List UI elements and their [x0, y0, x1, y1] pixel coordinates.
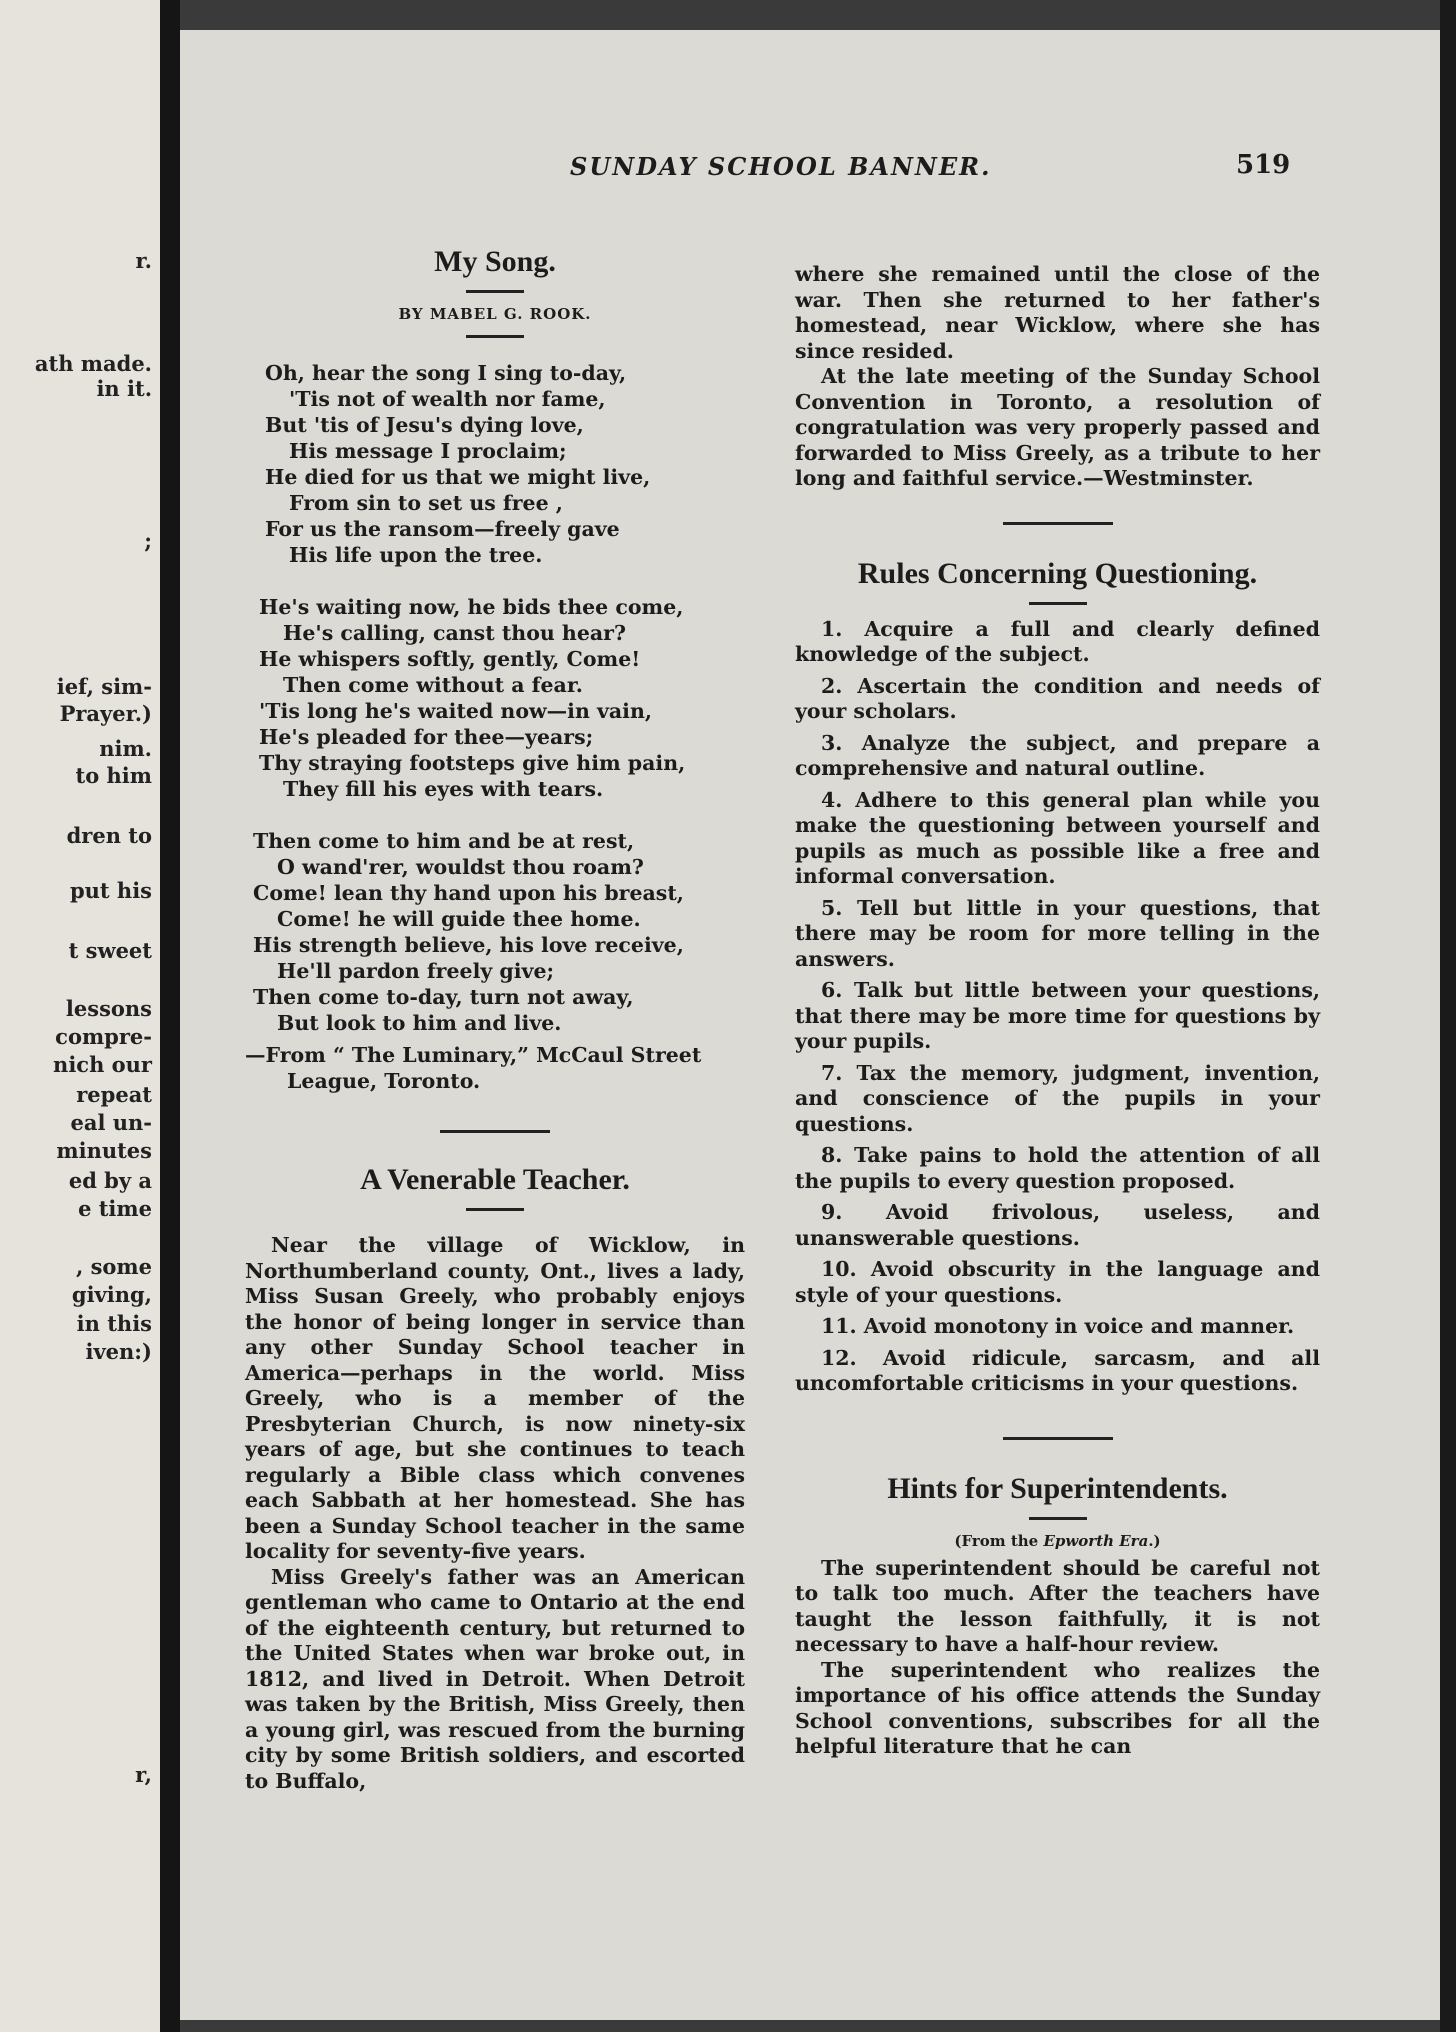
poem-line: Come! lean thy hand upon his breast, [253, 881, 684, 905]
poem-line: From sin to set us free , [289, 491, 563, 515]
fragment-line: put his [69, 878, 152, 903]
fragment-line: ed by a [68, 1168, 152, 1193]
rule-item: 10. Avoid obscurity in the language and style of your questions. [795, 1257, 1320, 1307]
my-song-title: My Song. [434, 245, 556, 278]
hints-paragraph: The superintendent should be careful not to talk too much. After the teachers have taught the lesson faithfully, it is not necessary to have a half-hour review. [795, 1555, 1320, 1656]
fragment-line: lessons [65, 996, 152, 1021]
rule-item: 5. Tell but little in your questions, that there may be room for more telling in the answers. [795, 895, 1320, 971]
fragment-line: nich our [53, 1052, 152, 1077]
fragment-line: in it. [96, 376, 152, 401]
previous-page-fragment [0, 0, 160, 2032]
fragment-line: , some [75, 1254, 152, 1279]
fragment-line: ; [144, 528, 152, 553]
fragment-line: ief, sim- [56, 674, 152, 699]
poem-line: Thy straying footsteps give him pain, [259, 751, 686, 775]
poem-line: He whispers softly, gently, Come! [259, 647, 641, 671]
poem-line: 'Tis not of wealth nor fame, [289, 387, 606, 411]
poem-line: He's pleaded for thee—years; [259, 725, 594, 749]
page-gutter [160, 0, 180, 2032]
title-rule [466, 1208, 524, 1211]
poem-line: He's calling, canst thou hear? [283, 621, 626, 645]
fragment-line: compre- [55, 1024, 152, 1049]
poem-line: They fill his eyes with tears. [283, 777, 604, 801]
title-rule [466, 290, 524, 293]
rule-item: 2. Ascertain the condition and needs of your scholars. [795, 673, 1320, 723]
running-head: SUNDAY SCHOOL BANNER. [570, 152, 992, 181]
poem-line: Then come without a fear. [283, 673, 583, 697]
source-name: Epworth Era [1043, 1531, 1149, 1550]
fragment-line: dren to [66, 823, 152, 848]
poem-line: For us the ransom—freely gave [265, 517, 620, 541]
scan-edge [1440, 0, 1456, 2032]
poem-stanza-2 [259, 594, 745, 802]
rule-item: 6. Talk but little between your questions, that there may be more time for questions by your pupils. [795, 978, 1320, 1053]
poem-line: His message I proclaim; [289, 439, 567, 463]
source-suffix: .) [1148, 1531, 1161, 1550]
poem-line: 'Tis long he's waited now—in vain, [259, 699, 653, 723]
rule-item: 9. Avoid frivolous, useless, and unanswerable questions. [795, 1200, 1320, 1250]
rule-item: 4. Adhere to this general plan while you make the questioning between yourself and pupils as much as possible like a free and informal conversation. [795, 787, 1320, 888]
poem-line: Come! he will guide thee home. [277, 907, 641, 931]
poem-line: Oh, hear the song I sing to-day, [265, 361, 627, 385]
venerable-paragraph: At the late meeting of the Sunday School Convention in Toronto, a resolution of congratulation was very properly passed and forwarded to Miss Greely, as a tribute to her long and faithful service.—Westminster. [795, 364, 1320, 490]
rule-item: 7. Tax the memory, judgment, invention, and conscience of the pupils in your questions. [795, 1060, 1320, 1136]
rule-item: 11. Avoid monotony in voice and manner. [821, 1314, 1295, 1338]
fragment-line: minutes [56, 1138, 152, 1163]
credit-line: League, Toronto. [287, 1069, 481, 1093]
hints-title: Hints for Superintendents. [887, 1471, 1228, 1505]
byline: BY MABEL G. ROOK. [398, 305, 592, 323]
fragment-line: Prayer.) [59, 701, 152, 726]
poem-line: O wand'rer, wouldst thou roam? [277, 855, 644, 879]
fragment-line: ath made. [34, 351, 152, 376]
left-column [245, 245, 745, 1794]
poem-line: His life upon the tree. [289, 543, 543, 567]
fragment-line: eal un- [70, 1110, 152, 1135]
venerable-paragraph: where she remained until the close of the war. Then she returned to her father's homestead, near Wicklow, where she has since resided. [795, 262, 1320, 363]
fragment-line: giving, [71, 1282, 152, 1307]
fragment-line: r, [135, 1762, 152, 1787]
credit-line: —From “ The Luminary,” McCaul Street [245, 1043, 702, 1067]
fragment-line: t sweet [68, 938, 152, 963]
poem-credit [245, 1042, 745, 1094]
byline-rule [466, 335, 524, 338]
fragment-line: nim. [99, 736, 152, 761]
fragment-line: r. [135, 248, 152, 273]
rule-item: 8. Take pains to hold the attention of all the pupils to every question proposed. [795, 1143, 1320, 1193]
poem-stanza-1 [265, 360, 745, 568]
fragment-line: in this [76, 1311, 152, 1336]
poem-line: His strength believe, his love receive, [253, 933, 684, 957]
rule-item: 3. Analyze the subject, and prepare a comprehensive and natural outline. [795, 730, 1320, 780]
title-rule [1029, 1517, 1087, 1520]
right-column [795, 262, 1320, 1760]
page-number: 519 [1236, 150, 1291, 180]
poem-line: He's waiting now, he bids thee come, [259, 595, 684, 619]
fragment-line: iven:) [85, 1339, 152, 1364]
poem-line: Then come to-day, turn not away, [253, 985, 634, 1009]
poem-stanza-3 [253, 828, 745, 1036]
rules-list [795, 617, 1320, 1397]
fragment-line: to him [75, 763, 152, 788]
fragment-line: repeat [76, 1082, 152, 1107]
fragment-line: e time [78, 1196, 152, 1221]
rule-item: 12. Avoid ridicule, sarcasm, and all uncomfortable criticisms in your questions. [795, 1345, 1320, 1395]
poem-line: But look to him and live. [277, 1011, 562, 1035]
hints-paragraph: The superintendent who realizes the importance of his office attends the Sunday School conventions, subscribes for all the helpful literature that he can [795, 1657, 1320, 1758]
poem-line: He died for us that we might live, [265, 465, 651, 489]
poem-line: But 'tis of Jesu's dying love, [265, 413, 584, 437]
venerable-teacher-title: A Venerable Teacher. [360, 1163, 630, 1196]
venerable-paragraph: Near the village of Wicklow, in Northumberland county, Ont., lives a lady, Miss Susan Greely, who probably enjoys the honor of being longer in service than any other Sunday School teacher in America—perhaps in the world. Miss Greely, who is a member of the Presbyterian Church, is now ninety-six years of age, but she continues to teach regularly a Bible class which convenes each Sabbath at her homestead. She has been a Sunday School teacher in the same locality for seventy-five years. [245, 1233, 745, 1563]
source-note [795, 1532, 1320, 1550]
poem-line: Then come to him and be at rest, [253, 829, 635, 853]
rule-item: 1. Acquire a full and clearly defined knowledge of the subject. [795, 616, 1320, 666]
source-prefix: (From the [954, 1531, 1044, 1550]
poem-line: He'll pardon freely give; [277, 959, 555, 983]
rules-title: Rules Concerning Questioning. [857, 556, 1258, 590]
venerable-paragraph: Miss Greely's father was an American gentleman who came to Ontario at the end of the eighteenth century, but returned to the United States when war broke out, in 1812, and lived in Detroit. When Detroit was taken by the British, Miss Greely, then a young girl, was rescued from the burning city by some British soldiers, and escorted to Buffalo, [245, 1564, 745, 1793]
title-rule [1029, 602, 1087, 605]
